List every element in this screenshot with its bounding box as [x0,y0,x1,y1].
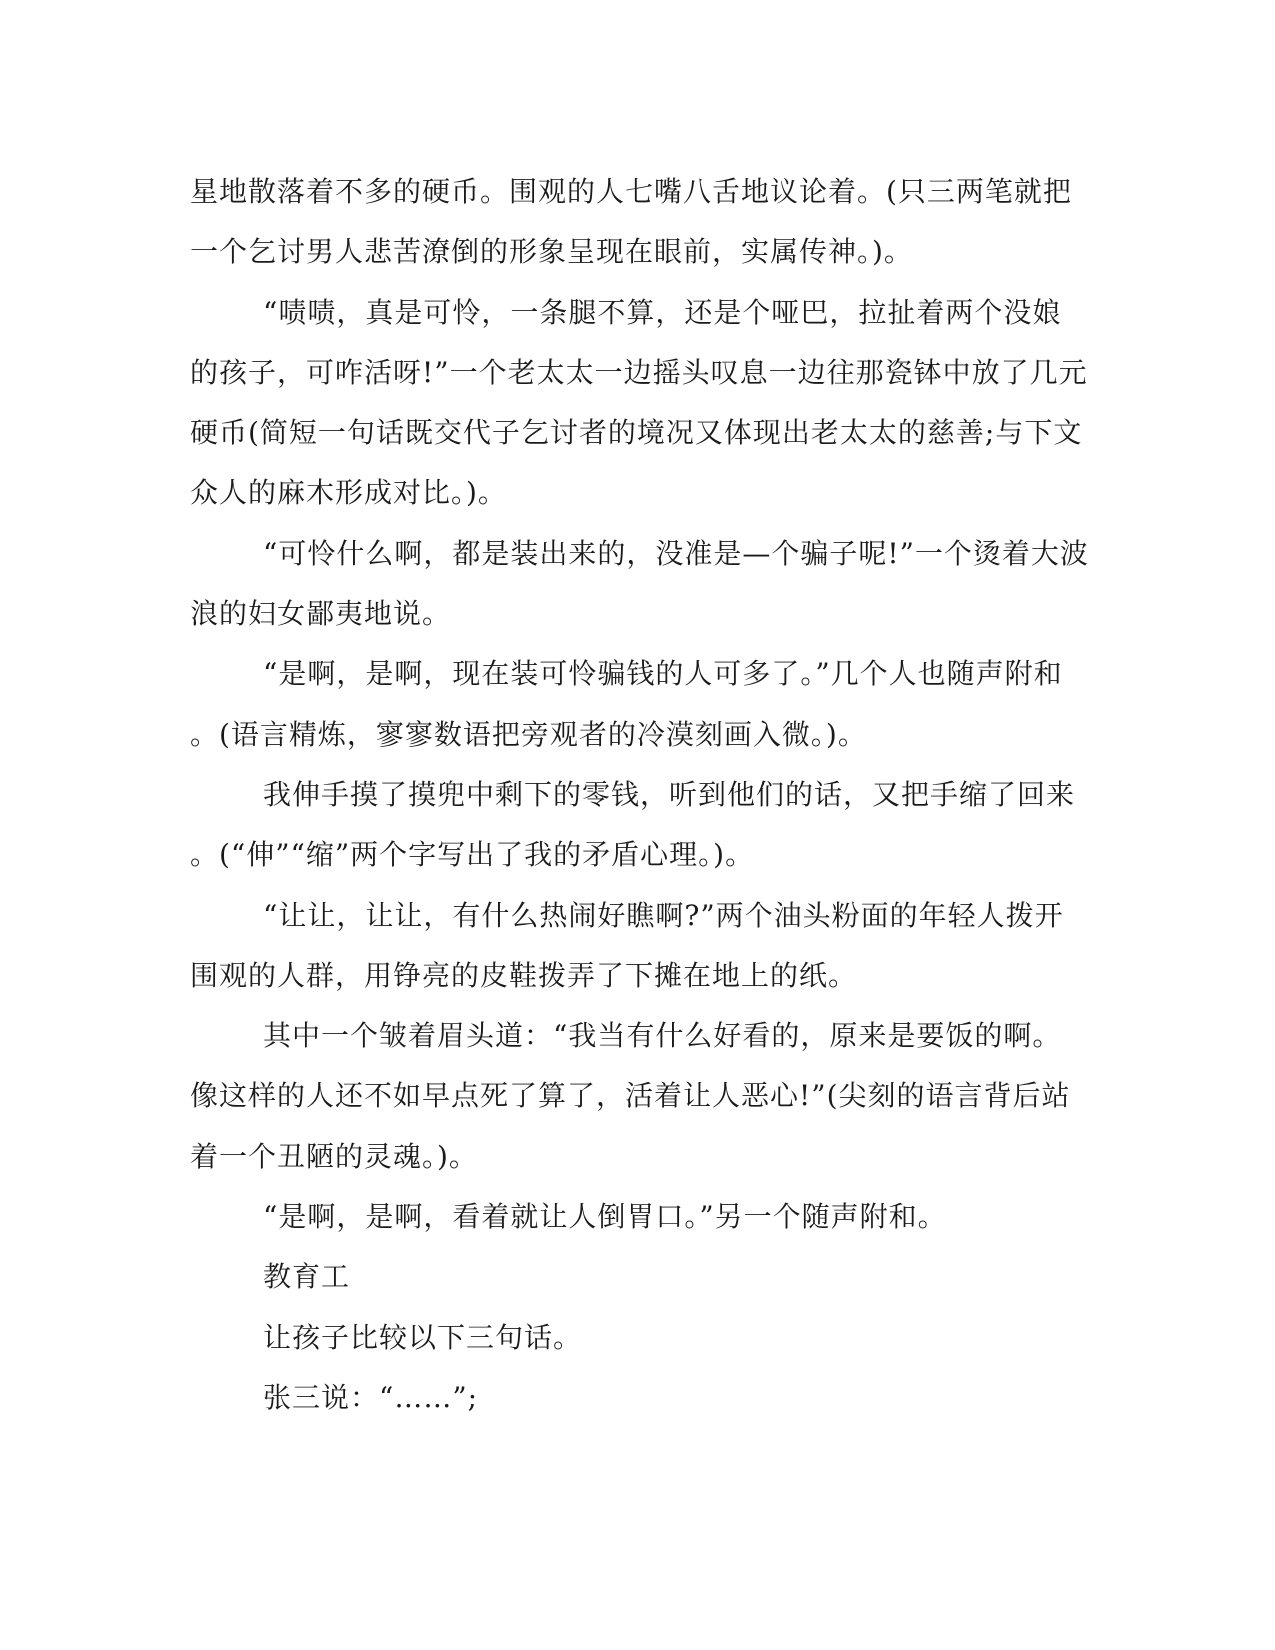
text-line: 众人的麻木形成对比。)。 [190,476,507,510]
text-line: 。(“伸”“缩”两个字写出了我的矛盾心理。)。 [190,838,755,872]
text-line: 的孩子，可咋活呀!”一个老太太一边摇头叹息一边往那瓷钵中放了几元 [190,355,1088,389]
text-line: “是啊，是啊，看着就让人倒胃口。”另一个随声附和。 [263,1200,947,1234]
text-line: 浪的妇女鄙夷地说。 [190,597,452,631]
text-line: 一个乞讨男人悲苦潦倒的形象呈现在眼前，实属传神。)。 [190,235,913,269]
text-line: “可怜什么啊，都是装出来的，没准是—个骗子呢!”一个烫着大波 [263,536,1089,570]
text-line: “让让，让让，有什么热闹好瞧啊?”两个油头粉面的年轻人拨开 [263,898,1064,932]
text-line: 我伸手摸了摸兜中剩下的零钱，听到他们的话，又把手缩了回来 [263,777,1076,811]
text-line: 硬币(简短一句话既交代子乞讨者的境况又体现出老太太的慈善;与下文 [190,416,1083,450]
body-text [190,162,1090,1428]
text-line: 其中一个皱着眉头道：“我当有什么好看的，原来是要饭的啊。 [263,1019,1062,1053]
text-line: 张三说：“……”; [263,1380,479,1414]
section-heading: 教育工 [263,1260,351,1294]
text-line: “是啊，是啊，现在装可怜骗钱的人可多了。”几个人也随声附和 [263,657,1063,691]
text-line: 星地散落着不多的硬币。围观的人七嘴八舌地议论着。(只三两笔就把 [190,175,1072,208]
text-line: “啧啧，真是可怜，一条腿不算，还是个哑巴，拉扯着两个没娘 [263,295,1062,329]
text-line: 围观的人群，用铮亮的皮鞋拨弄了下摊在地上的纸。 [190,958,858,992]
text-line: 。(语言精炼，寥寥数语把旁观者的冷漠刻画入微。)。 [190,717,867,751]
text-line: 让孩子比较以下三句话。 [263,1320,583,1354]
text-line: 像这样的人还不如早点死了算了，活着让人恶心!”(尖刻的语言背后站 [190,1079,1071,1113]
text-line: 着一个丑陋的灵魂。)。 [190,1139,478,1173]
